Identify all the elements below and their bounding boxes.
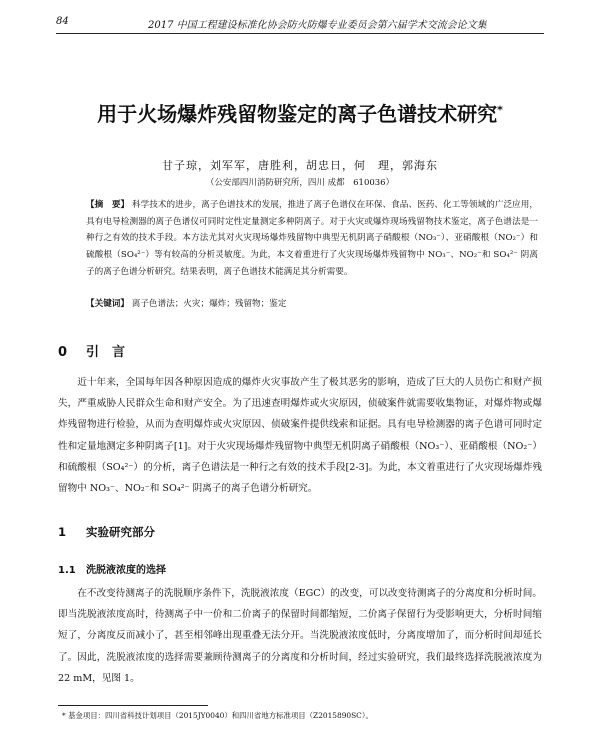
section-number: 0	[58, 345, 68, 360]
abstract-text: 科学技术的进步，离子色谱技术的发展，推进了离子色谱仪在环保、食品、医药、化工等领域的广泛应用，具有电导检测器的离子色谱仪可同时定性定量测定多种阴离子。对于火灾或爆炸现场残留物技术鉴定，离子色谱法是一种行之有效的技术手段。本方法尤其对火灾现场爆炸残留物中典型无机阴离子硝酸根（NO₃⁻）、亚硝酸根（NO₂⁻）和硫酸根（SO₄²⁻）等有较高的分析灵敏度。为此，本文着重进行了火灾现场爆炸残留物中 NO₃⁻、NO₂⁻和 SO₄²⁻ 阴离子的离子色谱分析研究。结果表明，离子色谱技术能满足其分析需要。	[86, 200, 538, 277]
abstract	[86, 197, 538, 281]
keywords	[86, 297, 538, 309]
subsection-title: 洗脱液浓度的选择	[86, 565, 166, 576]
keywords-text: 离子色谱法；火灾；爆炸；残留物；鉴定	[131, 299, 287, 309]
conference-title: 2017 中国工程建设标准化协会防火防爆专业委员会第六届学术交流会论文集	[148, 20, 487, 31]
header-rule	[56, 33, 544, 34]
footnote-rule	[58, 705, 208, 706]
subsection-number: 1.1	[58, 565, 76, 576]
title-footnote-mark: *	[497, 103, 503, 117]
keywords-label: 【关键词】	[86, 299, 129, 309]
section-heading-intro	[58, 341, 125, 360]
running-header	[56, 16, 544, 34]
footnote: * 基金项目：四川省科技计划项目（2015JY0040）和四川省地方标准项目（Z2015890SC）。	[62, 711, 373, 720]
subsection-paragraph: 在不改变待测离子的洗脱顺序条件下，洗脱液浓度（EGC）的改变，可以改变待测离子的分离度和分析时间。即当洗脱液浓度高时，待测离子中一价和二价离子的保留时间都缩短，二价离子保留行为受影响更大，分析时间缩短了，分离度反而减小了，甚至相邻峰出现重叠无法分开。当洗脱液浓度低时，分离度增加了，而分析时间却延长了。因此，洗脱液浓度的选择需要兼顾待测离子的分离度和分析时间，经过实验研究，我们最终选择洗脱液浓度为 22 mM，见图 1。	[58, 588, 542, 684]
paper-title-text: 用于火场爆炸残留物鉴定的离子色谱技术研究	[97, 102, 498, 126]
paper-title	[40, 98, 560, 127]
page-number: 84	[56, 16, 69, 27]
abstract-label: 【摘 要】	[86, 200, 130, 210]
section-number: 1	[58, 525, 67, 539]
affiliation: （公安部四川消防研究所，四川 成都 610036）	[205, 178, 395, 188]
intro-paragraph: 近十年来，全国每年因各种原因造成的爆炸火灾事故产生了极其恶劣的影响，造成了巨大的人员伤亡和财产损失，严重威胁人民群众生命和财产安全。为了迅速查明爆炸或火灾原因，侦破案件就需要收集物证，对爆炸物或爆炸残留物进行检验，从而为查明爆炸或火灾原因、侦破案件提供线索和证据。具有电导检测器的离子色谱可同时定性和定量地测定多种阴离子[1]。对于火灾现场爆炸残留物中典型无机阴离子硝酸根（NO₃⁻）、亚硝酸根（NO₂⁻）和硫酸根（SO₄²⁻）的分析，离子色谱法是一种行之有效的技术手段[2-3]。为此，本文着重进行了火灾现场爆炸残留物中 NO₃⁻、NO₂⁻和 SO₄²⁻ 阴离子的离子色谱分析研究。	[58, 377, 542, 495]
section-heading-1	[58, 524, 155, 540]
section-title: 引 言	[86, 345, 126, 360]
section-title: 实验研究部分	[86, 525, 155, 539]
subsection-heading-1-1	[58, 561, 166, 576]
authors: 甘子琼，刘军军，唐胜利，胡忠日，何 理，郭海东	[162, 159, 438, 172]
